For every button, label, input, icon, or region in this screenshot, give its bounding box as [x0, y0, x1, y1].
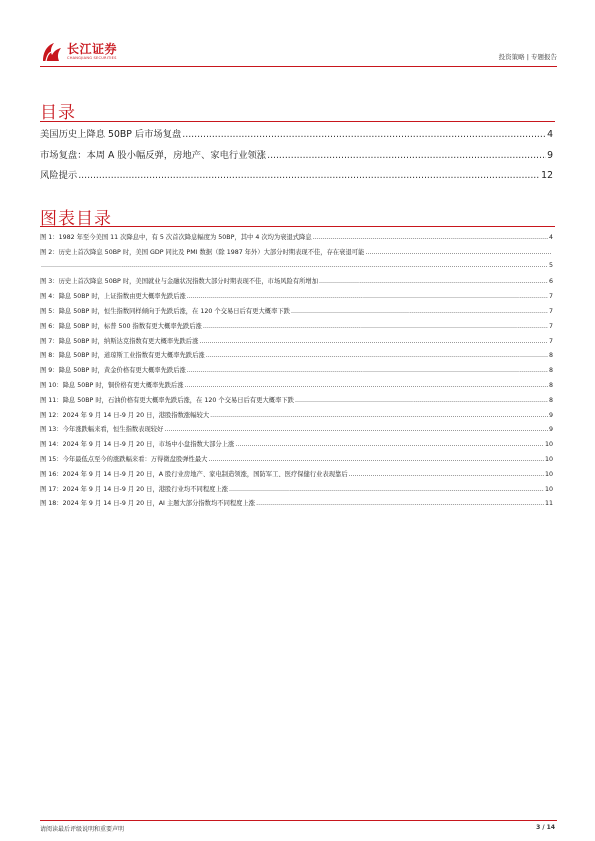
leader-dots: [295, 397, 548, 404]
toc-entry-page: 12: [541, 170, 553, 181]
figure-entry-text: 图 3：历史上首次降息 50BP 时，美国就业与金融状况指数大部分时期表现不佳，市场风险有所增加: [40, 278, 319, 286]
figure-entry-text: 图 1：1982 年至今美国 11 次降息中，有 5 次首次降息幅度为 50BP，其中 4 次均为衰退式降息: [40, 234, 312, 241]
toc-title-rule: [40, 121, 555, 122]
figure-entry-text: 图 9：降息 50BP 时，黄金价格有更大概率先跌后涨: [40, 367, 186, 375]
leader-dots: [208, 456, 544, 463]
figure-entry-page: 9: [548, 426, 553, 434]
figure-entry-page: 7: [548, 337, 553, 345]
figure-entry[interactable]: [40, 262, 553, 269]
leader-dots: [365, 249, 552, 256]
figure-entry-page: 10: [544, 456, 553, 463]
report-type-label: 投资策略 | 专题报告: [498, 53, 557, 61]
footer-disclaimer: 请阅读最后评级说明和重要声明: [40, 826, 125, 833]
page-header: [40, 40, 557, 64]
leader-dots: [210, 412, 548, 419]
figure-entry[interactable]: [40, 410, 553, 419]
leader-dots: [164, 426, 548, 433]
leader-dots: [199, 338, 548, 345]
leader-dots: [235, 441, 544, 448]
toc-entry-text: 风险提示: [40, 170, 78, 181]
figure-entry[interactable]: [40, 321, 553, 330]
figure-entry[interactable]: [40, 424, 553, 433]
figure-entry-text: 图 10：降息 50BP 时，铜价格有更大概率先跌后涨: [40, 382, 184, 389]
figure-entry-text: 图 4：降息 50BP 时，上证指数由更大概率先跌后涨: [40, 293, 186, 301]
figure-entry-text: 图 6：降息 50BP 时，标普 500 指数有更大概率先跌后涨: [40, 322, 202, 330]
figure-entry[interactable]: [40, 291, 553, 300]
figure-entry[interactable]: [40, 247, 553, 256]
figure-entry-page: 6: [548, 278, 553, 286]
figure-entry-page: 7: [548, 308, 553, 315]
figure-entry-text: 图 14：2024 年 9 月 14 日-9 月 20 日，市场中小盘指数大部分上涨: [40, 441, 235, 449]
figure-entry[interactable]: [40, 454, 553, 463]
figure-entry-page: 5: [548, 261, 553, 269]
figure-entry-text: 图 18：2024 年 9 月 14 日-9 月 20 日，AI 主题大部分指数均不同程度上涨: [40, 500, 256, 508]
figure-entry-text: 图 2：历史上首次降息 50BP 时，美国 GDP 同比及 PMI 数据（除 1987 年外）大部分时期表现不佳，存在衰退可能: [40, 248, 365, 256]
figure-entry[interactable]: [40, 395, 553, 404]
figure-entry-text: 图 13：今年涨跌幅来看，恒生指数表现较好: [40, 426, 164, 434]
leader-dots: [187, 367, 548, 374]
figure-entry[interactable]: [40, 469, 553, 478]
figure-entry-page: 10: [544, 485, 553, 493]
figure-entry[interactable]: [40, 365, 553, 374]
figure-entry-page: 11: [544, 500, 553, 508]
toc-entry[interactable]: [40, 167, 553, 181]
leader-dots: [291, 308, 548, 315]
leader-dots: [319, 278, 548, 285]
figure-entry[interactable]: [40, 276, 553, 285]
toc-entry[interactable]: [40, 126, 553, 140]
leader-dots: [206, 352, 548, 359]
leader-dots: [349, 471, 544, 478]
figures-title-rule: [40, 226, 555, 227]
footer-divider: [40, 820, 557, 821]
leader-dots: [185, 382, 548, 389]
figure-entry-page: 4: [548, 234, 553, 241]
figure-entry-page: 8: [548, 396, 553, 404]
logo-name: 长江证券: [67, 42, 118, 56]
figure-entry[interactable]: [40, 306, 553, 315]
figure-entry-text: 图 8：降息 50BP 时，道琼斯工业指数有更大概率先跌后涨: [40, 352, 205, 360]
toc-entry-page: 4: [547, 129, 553, 140]
figure-entry[interactable]: [40, 336, 553, 345]
toc-entry[interactable]: [40, 147, 553, 161]
leader-dots: [41, 262, 548, 269]
figure-entry-text: 图 15：今年最低点至今的涨跌幅来看：万得微盘股弹性最大: [40, 456, 208, 463]
toc-entry-page: 9: [547, 149, 553, 161]
logo-emblem-icon: [40, 41, 64, 63]
figures-title: 图表目录: [40, 209, 112, 229]
figure-entry-text: 图 12：2024 年 9 月 14 日-9 月 20 日，港股指数涨幅较大: [40, 411, 210, 419]
figure-entry-page: 9: [548, 411, 553, 419]
leader-dots: [182, 129, 546, 140]
figure-entry[interactable]: [40, 484, 553, 493]
figure-entry-text: 图 17：2024 年 9 月 14 日-9 月 20 日，港股行业均不同程度上涨: [40, 485, 229, 493]
figure-entry[interactable]: [40, 350, 553, 359]
figure-entry-text: 图 16：2024 年 9 月 14 日-9 月 20 日，A 股行业房地产、家电制造领涨，国防军工、医疗保健行业表现靠后: [40, 470, 348, 478]
figure-entry-page: 7: [548, 293, 553, 301]
figure-entry-page: 8: [548, 382, 553, 389]
company-logo: [40, 40, 117, 64]
figure-entry-text: 图 11：降息 50BP 时，石油价格有更大概率先跌后涨，在 120 个交易日后有更大概率下跌: [40, 396, 294, 404]
leader-dots: [203, 323, 548, 330]
logo-english-name: CHANGJIANG SECURITIES: [67, 56, 117, 60]
figure-entry-text: 图 7：降息 50BP 时，纳斯达克指数有更大概率先跌后涨: [40, 337, 199, 345]
page-number: 3 / 14: [536, 824, 555, 831]
leader-dots: [313, 234, 548, 241]
leader-dots: [267, 150, 546, 161]
figure-entry-page: 8: [548, 367, 553, 375]
leader-dots: [78, 170, 540, 181]
figure-entry-page: 8: [548, 352, 553, 360]
leader-dots: [256, 500, 544, 507]
figure-entry-text: 图 5：降息 50BP 时，恒生指数同样倾向于先跌后涨，在 120 个交易日后有更大概率下跌: [40, 308, 290, 315]
toc-entry-text: 市场复盘：本周 A 股小幅反弹，房地产、家电行业领涨: [40, 149, 267, 161]
toc-entry-text: 美国历史上降息 50BP 后市场复盘: [40, 129, 182, 140]
toc-title: 目录: [40, 103, 76, 123]
figure-entry-page: 7: [548, 322, 553, 330]
header-divider: [40, 66, 557, 67]
figure-entry[interactable]: [40, 498, 553, 507]
figure-entry[interactable]: [40, 380, 553, 389]
leader-dots: [187, 293, 548, 300]
figure-entry-page: 10: [544, 441, 553, 449]
figure-entry[interactable]: [40, 439, 553, 448]
figure-entry-page: 10: [544, 470, 553, 478]
leader-dots: [229, 486, 544, 493]
figure-entry[interactable]: [40, 232, 553, 241]
